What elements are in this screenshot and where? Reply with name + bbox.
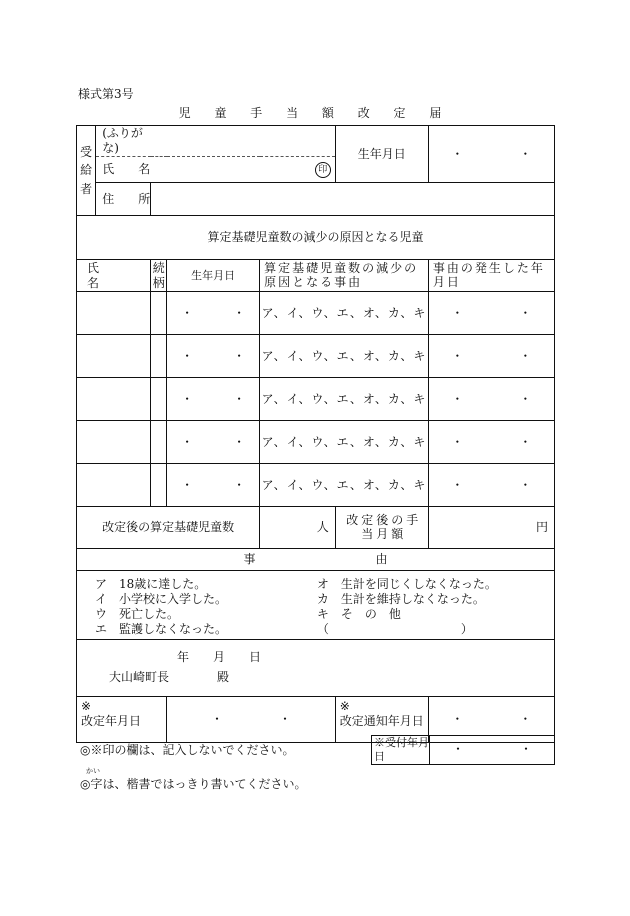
child-reason-options[interactable]: ア、イ、ウ、エ、オ、カ、キ <box>260 421 429 464</box>
child-name-field[interactable] <box>77 378 151 421</box>
reason-u: ウ 死亡した。 <box>95 607 180 621</box>
reason-ka: カ 生計を維持しなくなった。 <box>316 592 485 606</box>
child-name-field[interactable] <box>77 421 151 464</box>
reason-ki: キ そ の 他 <box>316 607 401 621</box>
col-reason: 算定基礎児童数の減少の原因となる事由 <box>260 260 429 292</box>
notice-date-label: ※ 改定通知年月日 <box>335 697 428 743</box>
col-name: 氏 名 <box>77 260 151 292</box>
table-row <box>77 292 555 335</box>
received-field[interactable]: ・ ・ <box>429 736 554 765</box>
name-field[interactable] <box>151 157 336 183</box>
revised-amount-field[interactable]: 円 <box>428 507 554 549</box>
child-name-field[interactable] <box>77 292 151 335</box>
received-box <box>371 735 555 765</box>
revised-count-field[interactable]: 人 <box>260 507 336 549</box>
revised-amount-label: 改定後の手当月額 <box>335 507 428 549</box>
child-dob-field[interactable]: ・ ・ <box>167 421 260 464</box>
child-relation-field[interactable] <box>151 421 167 464</box>
revision-date-field[interactable]: ・ ・ <box>167 697 336 743</box>
child-dob-field[interactable]: ・ ・ <box>167 335 260 378</box>
note-handwriting: ◎字は、楷書ではっきり書いてください。 <box>80 777 307 791</box>
notice-date-field[interactable]: ・ ・ <box>428 697 554 743</box>
child-dob-field[interactable]: ・ ・ <box>167 292 260 335</box>
child-reason-options[interactable]: ア、イ、ウ、エ、オ、カ、キ <box>260 335 429 378</box>
child-name-field[interactable] <box>77 335 151 378</box>
col-relation: 続柄 <box>152 260 165 290</box>
address-field[interactable] <box>151 183 555 216</box>
child-date-field[interactable]: ・ ・ <box>428 421 554 464</box>
child-date-field[interactable]: ・ ・ <box>428 464 554 507</box>
dob-label: 生年月日 <box>335 126 428 183</box>
child-name-field[interactable] <box>77 464 151 507</box>
submission-block <box>77 640 555 697</box>
table-row <box>77 464 555 507</box>
table-row <box>77 335 555 378</box>
reason-o: オ 生計を同じくしなくなった。 <box>316 577 497 591</box>
reasons-heading: 事 由 <box>77 549 555 571</box>
child-dob-field[interactable]: ・ ・ <box>167 464 260 507</box>
child-date-field[interactable]: ・ ・ <box>428 292 554 335</box>
child-reason-options[interactable]: ア、イ、ウ、エ、オ、カ、キ <box>260 292 429 335</box>
ruby-kai: かい <box>86 767 100 775</box>
table-row <box>77 421 555 464</box>
reason-e: エ 監護しなくなった。 <box>95 622 228 636</box>
children-heading: 算定基礎児童数の減少の原因となる児童 <box>77 216 555 260</box>
revised-count-label: 改定後の算定基礎児童数 <box>77 507 260 549</box>
revision-date-label: ※ 改定年月日 <box>77 697 167 743</box>
child-dob-field[interactable]: ・ ・ <box>167 378 260 421</box>
child-date-field[interactable]: ・ ・ <box>428 378 554 421</box>
seal-mark: 印 <box>315 162 331 178</box>
reason-ki-other[interactable]: （ ） <box>316 622 473 636</box>
form-number: 様式第3号 <box>78 87 134 101</box>
table-row <box>77 378 555 421</box>
received-label: ※受付年月日 <box>372 736 430 765</box>
form-table <box>76 125 555 743</box>
form-title: 児 童 手 当 額 改 定 届 <box>178 106 452 120</box>
note-office-use: ◎※印の欄は、記入しないでください。 <box>80 743 295 757</box>
address-label: 住 所 <box>96 183 151 216</box>
child-reason-options[interactable]: ア、イ、ウ、エ、オ、カ、キ <box>260 464 429 507</box>
col-date: 事由の発生した年月日 <box>428 260 554 292</box>
recipient-label: 受 給 者 <box>77 126 96 216</box>
submission-date[interactable]: 年 月 日 <box>177 650 262 664</box>
dob-field[interactable]: ・ ・ <box>428 126 554 183</box>
reason-a: ア 18歳に達した。 <box>95 577 207 591</box>
child-relation-field[interactable] <box>151 335 167 378</box>
col-dob: 生年月日 <box>167 260 260 292</box>
addressee: 大山崎町長 殿 <box>109 670 230 684</box>
child-reason-options[interactable]: ア、イ、ウ、エ、オ、カ、キ <box>260 378 429 421</box>
child-relation-field[interactable] <box>151 292 167 335</box>
child-relation-field[interactable] <box>151 464 167 507</box>
reason-i: イ 小学校に入学した。 <box>95 592 228 606</box>
child-date-field[interactable]: ・ ・ <box>428 335 554 378</box>
reasons-list <box>77 571 555 640</box>
furigana-label: (ふりがな) <box>96 126 151 157</box>
furigana-field[interactable] <box>151 126 336 157</box>
name-label: 氏 名 <box>96 157 151 183</box>
child-relation-field[interactable] <box>151 378 167 421</box>
